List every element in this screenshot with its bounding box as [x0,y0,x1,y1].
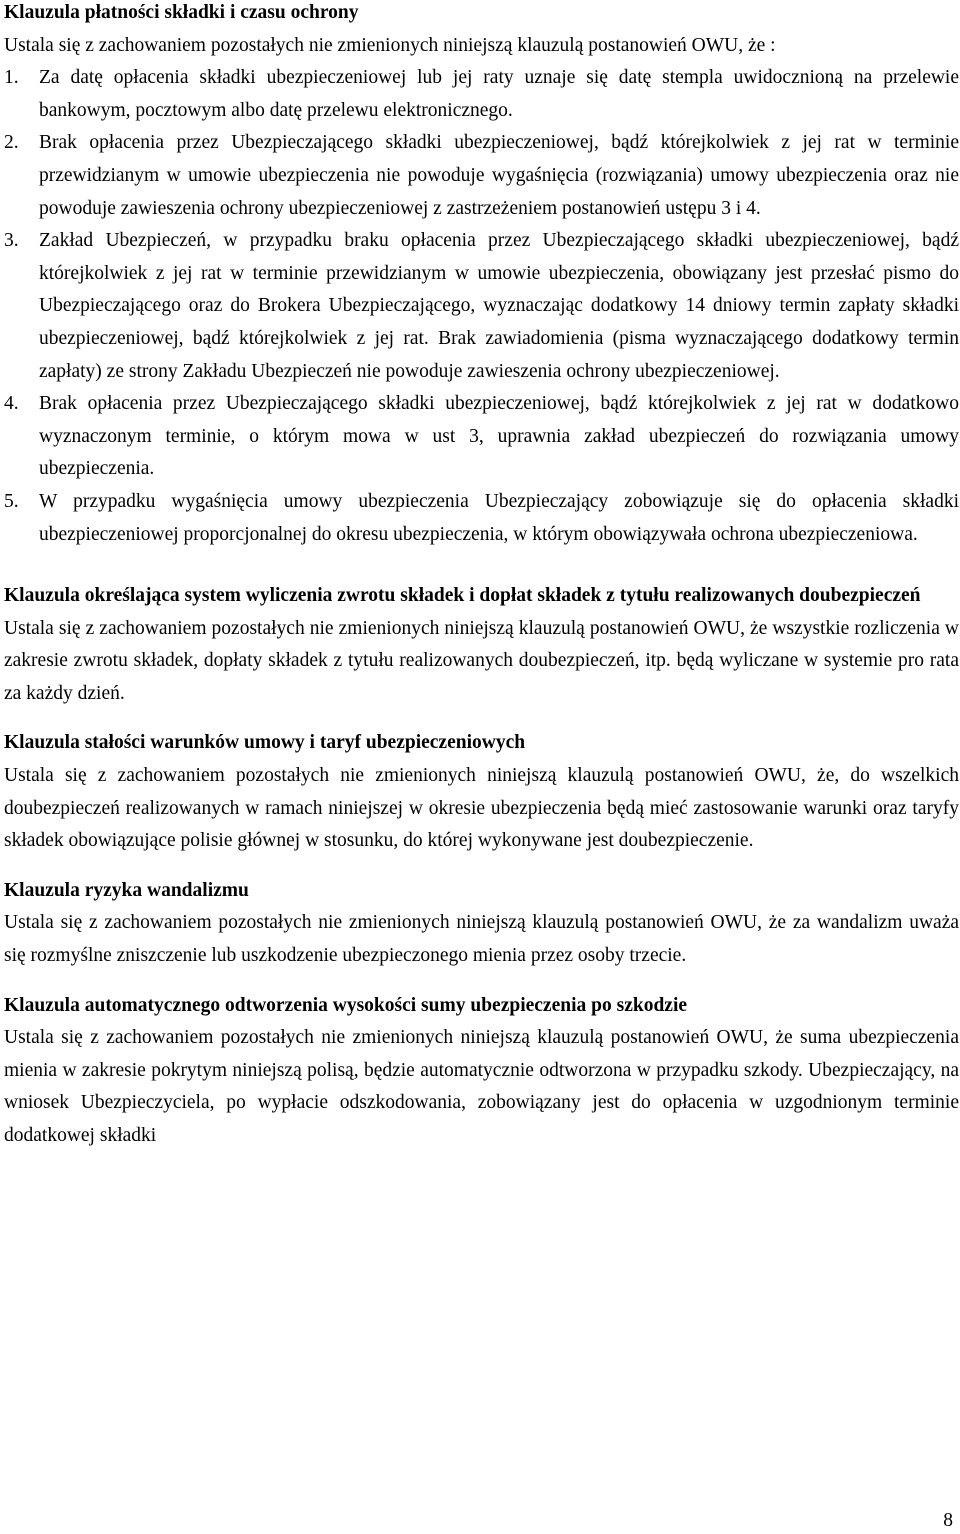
clause-heading: Klauzula stałości warunków umowy i taryf ubezpieczeniowych [4,732,526,754]
clause-body: Ustala się z zachowaniem pozostałych nie zmienionych niniejszą klauzulą postanowień OWU, że wszystkie rozliczenia w zakresie zwrotu składek, dopłaty składek z tytułu realizowanych doubezpieczeń, itp. będą wyliczane w systemie pro rata za każdy dzień. [4,617,959,704]
list-item-text: W przypadku wygaśnięcia umowy ubezpieczenia Ubezpieczający zobowiązuje się do opłacenia składki ubezpieczeniowej proporcjonalnej do okresu ubezpieczenia, w którym obowiązywała ochrona ubezpieczeniowa. [39,490,959,545]
list-item-text: Za datę opłacenia składki ubezpieczeniowej lub jej raty uznaje się datę stempla uwidocznioną na przelewie bankowym, pocztowym albo datę przelewu elektronicznego. [39,67,959,121]
clause-intro: Ustala się z zachowaniem pozostałych nie zmienionych niniejszą klauzulą postanowień OWU, że : [4,34,776,56]
clause-heading: Klauzula określająca system wyliczenia zwrotu składek i dopłat składek z tytułu realizowanych doubezpieczeń [4,585,921,607]
clause-fixed-terms-and-tariffs [4,727,959,857]
clause-body: Ustala się z zachowaniem pozostałych nie zmienionych niniejszą klauzulą postanowień OWU, że, do wszelkich doubezpieczeń realizowanych w ramach niniejszej w okresie ubezpieczenia będą mieć zastosowanie warunki oraz taryfy składek obowiązujące polisie głównej w stosunku, do której wykonywane jest doubezpieczenie. [4,765,959,852]
clause-premium-refund-calculation [4,580,959,710]
list-item-text: Zakład Ubezpieczeń, w przypadku braku opłacenia przez Ubezpieczającego składki ubezpieczeniowej, bądź którejkolwiek z jej rat w terminie przewidzianym w umowie ubezpieczenia, obowiązany jest przesłać pismo do Ubezpieczającego oraz do Brokera Ubezpieczającego, wyznaczając dodatkowy 14 dniowy termin zapłaty składki ubezpieczeniowej, bądź którejkolwiek z jej rat. Brak zawiadomienia (pisma wyznaczającego dodatkowy termin zapłaty) ze strony Zakładu Ubezpieczeń nie powoduje zawieszenia ochrony ubezpieczeniowej. [39,230,959,382]
clause-vandalism-risk [4,875,959,973]
clause-item-list [4,62,959,551]
clause-heading: Klauzula ryzyka wandalizmu [4,879,249,901]
document-page [4,0,959,1153]
list-item [4,225,959,388]
list-item-text: Brak opłacenia przez Ubezpieczającego składki ubezpieczeniowej, bądź którejkolwiek z jej rat w terminie przewidzianym w umowie ubezpieczenia nie powoduje wygaśnięcia (rozwiązania) umowy ubezpieczenia oraz nie powoduje zawieszenia ochrony ubezpieczeniowej z zastrzeżeniem postanowień ustępu 3 i 4. [39,132,959,219]
list-item-number: 4. [4,393,19,415]
list-item-number: 5. [4,490,19,512]
clause-body: Ustala się z zachowaniem pozostałych nie zmienionych niniejszą klauzulą postanowień OWU, że za wandalizm uważa się rozmyślne zniszczenie lub uszkodzenie ubezpieczonego mienia przez osoby trzecie. [4,912,959,967]
clause-heading: Klauzula automatycznego odtworzenia wysokości sumy ubezpieczenia po szkodzie [4,994,688,1016]
clause-heading: Klauzula płatności składki i czasu ochrony [4,2,359,23]
list-item [4,486,959,551]
list-item-number: 2. [4,132,19,154]
list-item [4,62,959,127]
list-item-number: 1. [4,67,19,89]
list-item [4,388,959,486]
clause-body: Ustala się z zachowaniem pozostałych nie zmienionych niniejszą klauzulą postanowień OWU, że suma ubezpieczenia mienia w zakresie pokrytym niniejszą polisą, będzie automatycznie odtworzona w przypadku szkody. Ubezpieczający, na wniosek Ubezpieczyciela, po wypłacie odszkodowania, zobowiązany jest do opłacenia w uzgodnionym terminie dodatkowej składki [4,1027,959,1146]
page-number: 8 [943,1510,953,1531]
clause-automatic-sum-reinstatement [4,990,959,1153]
list-item-text: Brak opłacenia przez Ubezpieczającego składki ubezpieczeniowej, bądź którejkolwiek z jej rat w dodatkowo wyznaczonym terminie, o którym mowa w ust 3, uprawnia zakład ubezpieczeń do rozwiązania umowy ubezpieczenia. [39,393,959,480]
clause-payment-and-coverage [4,0,959,551]
list-item-number: 3. [4,230,19,252]
list-item [4,127,959,225]
